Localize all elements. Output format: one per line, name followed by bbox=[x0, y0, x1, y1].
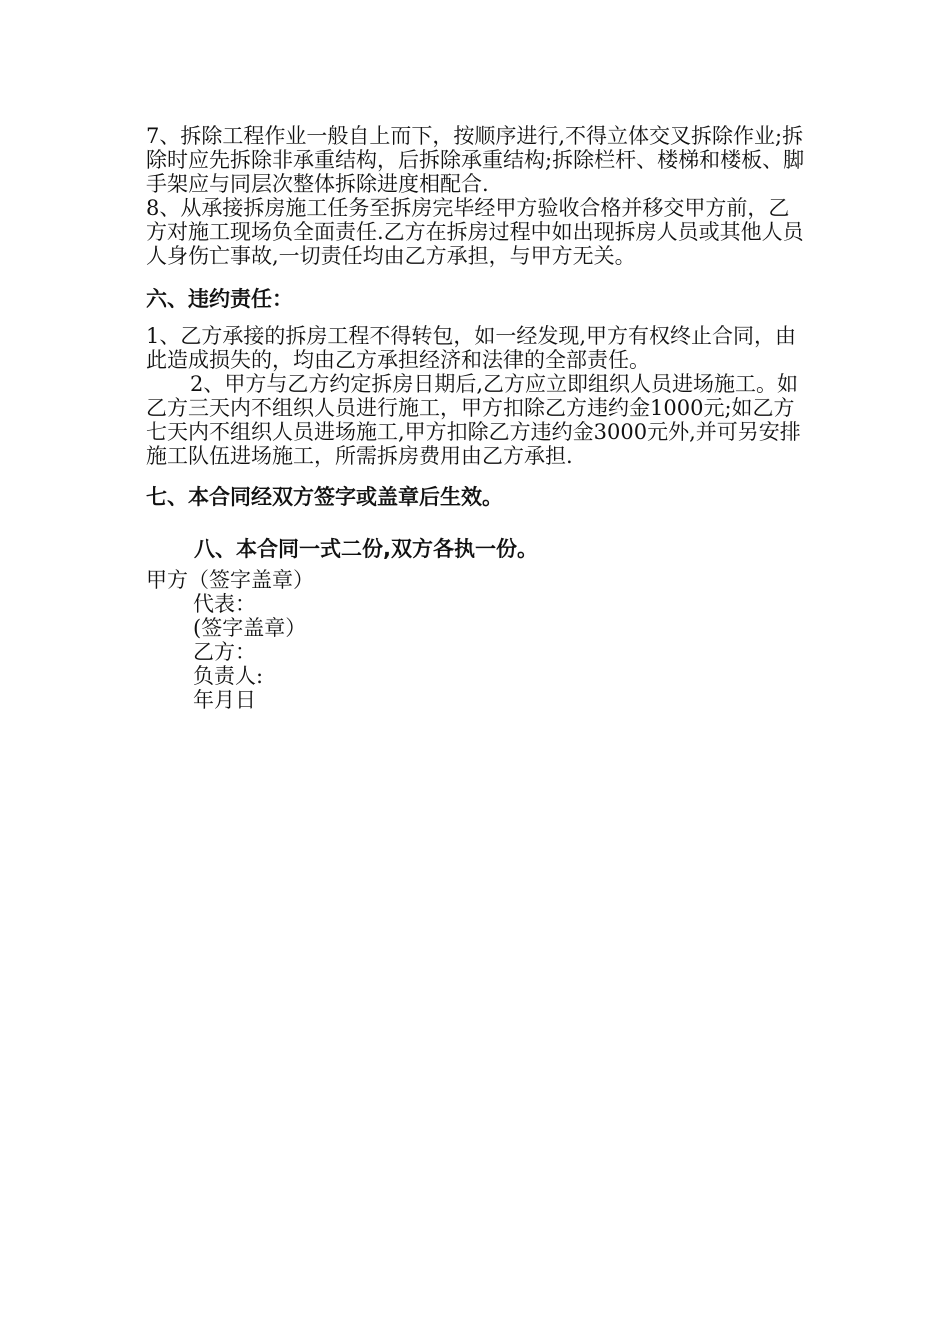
document-body bbox=[146, 124, 808, 712]
section-8-title: 八、本合同一式二份,双方各执一份。 bbox=[194, 537, 538, 561]
signature-block bbox=[146, 568, 808, 712]
party-b-label: 乙方： bbox=[193, 640, 256, 664]
clause-7: 7、拆除工程作业一般自上而下，按顺序进行,不得立体交叉拆除作业;拆除时应先拆除非承重结构，后拆除承重结构;拆除栏杆、楼梯和楼板、脚手架应与同层次整体拆除进度相配合. bbox=[146, 124, 805, 196]
section-6-title: 六、违约责任： bbox=[146, 287, 293, 311]
section-6-clause-1: 1、乙方承接的拆房工程不得转包，如一经发现,甲方有权终止合同，由此造成损失的，均由乙方承担经济和法律的全部责任。 bbox=[146, 324, 797, 372]
seal-label: (签字盖章） bbox=[193, 616, 307, 640]
clause-8: 8、从承接拆房施工任务至拆房完毕经甲方验收合格并移交甲方前，乙方对施工现场负全面责任.乙方在拆房过程中如出现拆房人员或其他人员人身伤亡事故,一切责任均由乙方承担，与甲方无关。 bbox=[146, 196, 804, 268]
section-6-clause-2: 2、甲方与乙方约定拆房日期后,乙方应立即组织人员进场施工。如乙方三天内不组织人员进行施工，甲方扣除乙方违约金1000元;如乙方七天内不组织人员进场施工,甲方扣除乙方违约金3000元外,并可另安排施工队伍进场施工，所需拆房费用由乙方承担. bbox=[146, 372, 801, 468]
person-in-charge-label: 负责人: bbox=[193, 664, 264, 688]
party-a-label: 甲方（签字盖章） bbox=[146, 568, 314, 592]
date-label: 年月日 bbox=[193, 688, 256, 712]
representative-label: 代表： bbox=[193, 592, 256, 616]
section-7-title: 七、本合同经双方签字或盖章后生效。 bbox=[146, 485, 503, 509]
